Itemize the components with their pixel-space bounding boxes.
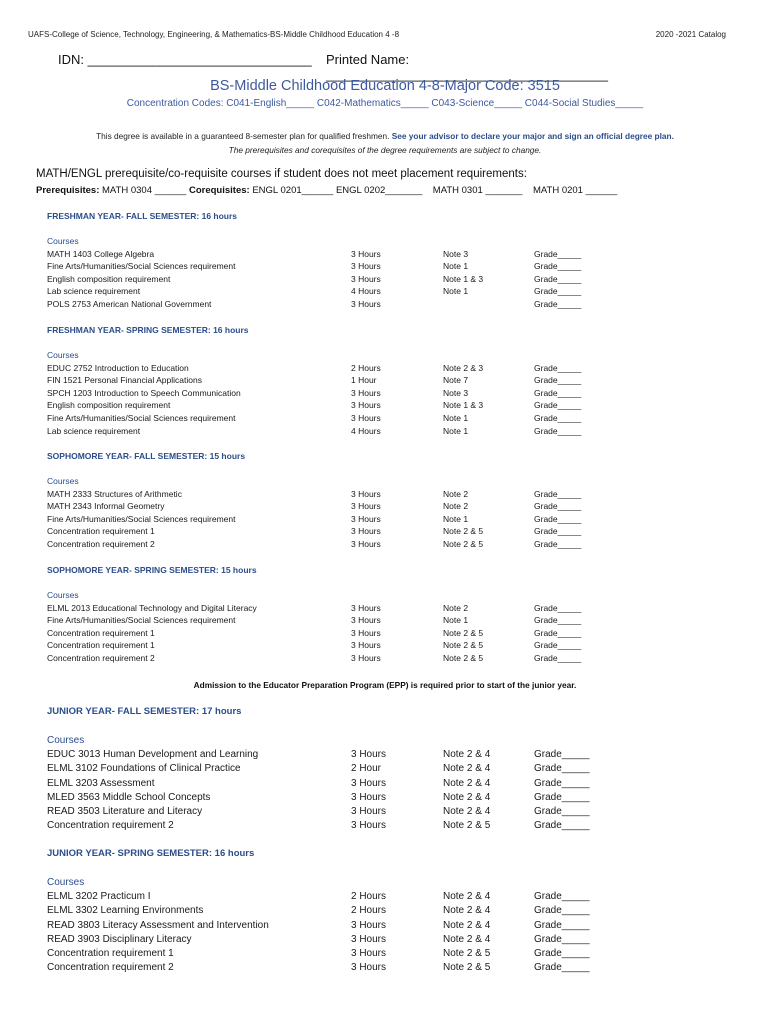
course-row — [47, 525, 727, 538]
semester-block — [47, 325, 727, 437]
courses-label: Courses — [47, 735, 85, 746]
running-header-left: UAFS-College of Science, Technology, Engineering, & Mathematics-BS-Middle Childhood Education 4 -8 — [28, 30, 400, 39]
course-row — [47, 791, 727, 805]
course-note: Note 7 — [443, 375, 469, 386]
course-hours: 4 Hours — [351, 286, 381, 297]
course-note: Note 1 — [443, 286, 469, 297]
course-hours: 3 Hours — [351, 488, 381, 499]
course-name: Fine Arts/Humanities/Social Sciences requirement — [47, 412, 236, 423]
course-name: Concentration requirement 1 — [47, 947, 174, 959]
course-row — [47, 273, 727, 286]
semester-heading: SOPHOMORE YEAR- FALL SEMESTER: 15 hours — [47, 451, 246, 461]
course-hours: 4 Hours — [351, 425, 381, 436]
course-note: Note 2 & 5 — [443, 652, 484, 663]
course-name: READ 3903 Disciplinary Literacy — [47, 933, 192, 945]
course-grade-field[interactable]: Grade_____ — [534, 273, 582, 284]
course-hours: 3 Hours — [351, 513, 381, 524]
course-grade-field[interactable]: Grade_____ — [534, 412, 582, 423]
course-grade-field[interactable]: Grade_____ — [534, 919, 590, 931]
course-note: Note 2 & 5 — [443, 962, 491, 974]
course-name: Lab science requirement — [47, 286, 141, 297]
course-name: EDUC 2752 Introduction to Education — [47, 362, 189, 373]
course-name: English composition requirement — [47, 400, 171, 411]
course-hours: 3 Hours — [351, 749, 387, 761]
course-grade-field[interactable]: Grade_____ — [534, 501, 582, 512]
course-row — [47, 500, 727, 513]
course-grade-field[interactable]: Grade_____ — [534, 488, 582, 499]
course-row — [47, 890, 727, 904]
course-row — [47, 748, 727, 762]
course-note: Note 2 & 4 — [443, 791, 491, 803]
course-note: Note 3 — [443, 248, 469, 259]
course-grade-field[interactable]: Grade_____ — [534, 791, 590, 803]
prereq-text: MATH 0304 ______ — [99, 185, 189, 196]
course-hours: 3 Hours — [351, 919, 387, 931]
course-grade-field[interactable]: Grade_____ — [534, 615, 582, 626]
course-grade-field[interactable]: Grade_____ — [534, 891, 590, 903]
course-row — [47, 627, 727, 640]
course-name: MATH 2343 Informal Geometry — [47, 501, 165, 512]
course-row — [47, 374, 727, 387]
course-grade-field[interactable]: Grade_____ — [534, 763, 590, 775]
course-hours: 3 Hours — [351, 615, 381, 626]
course-grade-field[interactable]: Grade_____ — [534, 627, 582, 638]
course-grade-field[interactable]: Grade_____ — [534, 261, 582, 272]
course-grade-field[interactable]: Grade_____ — [534, 248, 582, 259]
printed-name-field[interactable]: Printed Name: _______________________________________ — [326, 52, 608, 82]
semester-heading: FRESHMAN YEAR- SPRING SEMESTER: 16 hours — [47, 325, 249, 335]
course-note: Note 2 & 5 — [443, 947, 491, 959]
course-note: Note 2 & 5 — [443, 820, 491, 832]
course-hours: 2 Hour — [351, 763, 382, 775]
course-note: Note 1 & 3 — [443, 400, 484, 411]
course-grade-field[interactable]: Grade_____ — [534, 947, 590, 959]
courses-label: Courses — [47, 350, 79, 360]
course-grade-field[interactable]: Grade_____ — [534, 640, 582, 651]
course-note: Note 2 & 5 — [443, 538, 484, 549]
semester-block — [47, 848, 727, 975]
degree-plan-notice — [0, 131, 770, 141]
course-name: ELML 3203 Assessment — [47, 777, 155, 789]
course-grade-field[interactable]: Grade_____ — [534, 375, 582, 386]
semester-block — [47, 211, 727, 311]
course-hours: 3 Hours — [351, 602, 381, 613]
course-row — [47, 488, 727, 501]
course-row — [47, 387, 727, 400]
course-hours: 3 Hours — [351, 387, 381, 398]
semester-heading: JUNIOR YEAR- FALL SEMESTER: 17 hours — [47, 706, 242, 717]
course-grade-field[interactable]: Grade_____ — [534, 962, 590, 974]
course-name: ELML 3102 Foundations of Clinical Practice — [47, 763, 241, 775]
course-name: Concentration requirement 2 — [47, 538, 155, 549]
course-hours: 3 Hours — [351, 933, 387, 945]
course-name: Concentration requirement 1 — [47, 640, 155, 651]
semester-block — [47, 706, 727, 833]
course-name: MLED 3563 Middle School Concepts — [47, 791, 211, 803]
course-name: EDUC 3013 Human Development and Learning — [47, 749, 259, 761]
course-row — [47, 819, 727, 833]
course-note: Note 2 — [443, 501, 469, 512]
epp-notice: Admission to the Educator Preparation Program (EPP) is required prior to start of the junior year. — [193, 680, 577, 690]
course-hours: 3 Hours — [351, 791, 387, 803]
concentration-codes: Concentration Codes: C041-English_____ C042-Mathematics_____ C043-Science_____ C044-Social Studies_____ — [126, 98, 644, 109]
course-row — [47, 614, 727, 627]
course-row — [47, 639, 727, 652]
course-row — [47, 399, 727, 412]
course-note: Note 1 — [443, 425, 469, 436]
course-grade-field[interactable]: Grade_____ — [534, 538, 582, 549]
course-note: Note 3 — [443, 387, 469, 398]
course-hours: 3 Hours — [351, 777, 387, 789]
course-note: Note 2 & 3 — [443, 362, 484, 373]
course-hours: 3 Hours — [351, 947, 387, 959]
course-hours: 3 Hours — [351, 501, 381, 512]
course-name: Concentration requirement 1 — [47, 526, 155, 537]
course-row — [47, 260, 727, 273]
coreq-text: ENGL 0201______ ENGL 0202_______ MATH 0301 _______ MATH 0201 ______ — [249, 185, 618, 196]
course-name: Fine Arts/Humanities/Social Sciences requirement — [47, 615, 236, 626]
course-name: ELML 3302 Learning Environments — [47, 905, 204, 917]
course-hours: 2 Hours — [351, 362, 381, 373]
course-grade-field[interactable]: Grade_____ — [534, 286, 582, 297]
catalog-year: 2020 -2021 Catalog — [655, 30, 726, 39]
course-row — [47, 961, 727, 975]
coreq-label: Corequisites: — [188, 185, 250, 196]
course-note: Note 2 — [443, 488, 469, 499]
course-name: POLS 2753 American National Government — [47, 298, 212, 309]
course-hours: 3 Hours — [351, 805, 387, 817]
course-hours: 3 Hours — [351, 273, 381, 284]
course-hours: 3 Hours — [351, 640, 381, 651]
prereq-label: Prerequisites: — [36, 185, 100, 196]
course-name: English composition requirement — [47, 273, 171, 284]
course-hours: 2 Hours — [351, 905, 387, 917]
course-name: SPCH 1203 Introduction to Speech Communication — [47, 387, 241, 398]
course-grade-field[interactable]: Grade_____ — [534, 905, 590, 917]
course-note: Note 2 & 4 — [443, 777, 491, 789]
semester-heading: JUNIOR YEAR- SPRING SEMESTER: 16 hours — [47, 848, 255, 859]
course-name: Concentration requirement 2 — [47, 820, 174, 832]
course-name: Concentration requirement 2 — [47, 652, 155, 663]
course-hours: 3 Hours — [351, 962, 387, 974]
idn-field[interactable]: IDN: _______________________________ — [58, 52, 312, 67]
course-name: MATH 1403 College Algebra — [47, 248, 155, 259]
course-row — [47, 412, 727, 425]
course-hours: 3 Hours — [351, 820, 387, 832]
course-name: ELML 2013 Educational Technology and Digital Literacy — [47, 602, 257, 613]
course-row — [47, 652, 727, 665]
course-grade-field[interactable]: Grade_____ — [534, 652, 582, 663]
course-row — [47, 805, 727, 819]
course-grade-field[interactable]: Grade_____ — [534, 425, 582, 436]
courses-label: Courses — [47, 877, 85, 888]
course-hours: 3 Hours — [351, 261, 381, 272]
courses-label: Courses — [47, 590, 79, 600]
notice-text: This degree is available in a guaranteed 8-semester plan for qualified freshmen. — [96, 131, 390, 141]
course-grade-field[interactable]: Grade_____ — [534, 749, 590, 761]
course-grade-field[interactable]: Grade_____ — [534, 387, 582, 398]
course-note: Note 2 & 4 — [443, 933, 491, 945]
notice-advisor-text: See your advisor to declare your major and sign an official degree plan. — [391, 131, 674, 141]
course-note: Note 2 & 5 — [443, 640, 484, 651]
course-note: Note 1 — [443, 615, 469, 626]
notice-subject-to-change: The prerequisites and corequisites of the degree requirements are subject to change. — [228, 145, 542, 155]
course-name: Lab science requirement — [47, 425, 141, 436]
course-note: Note 2 & 5 — [443, 627, 484, 638]
course-note: Note 1 — [443, 513, 469, 524]
course-note: Note 2 & 4 — [443, 749, 491, 761]
course-row — [47, 513, 727, 526]
course-hours: 3 Hours — [351, 400, 381, 411]
courses-label: Courses — [47, 236, 79, 246]
course-hours: 3 Hours — [351, 627, 381, 638]
course-note: Note 2 & 4 — [443, 763, 491, 775]
course-hours: 3 Hours — [351, 248, 381, 259]
semester-block — [47, 451, 727, 551]
course-name: READ 3503 Literature and Literacy — [47, 805, 203, 817]
course-row — [47, 777, 727, 791]
course-hours: 3 Hours — [351, 652, 381, 663]
math-engl-heading: MATH/ENGL prerequisite/co-requisite courses if student does not meet placement requirements: — [36, 168, 527, 180]
course-hours: 2 Hours — [351, 891, 387, 903]
course-note: Note 1 — [443, 261, 469, 272]
course-name: READ 3803 Literacy Assessment and Intervention — [47, 919, 269, 931]
course-grade-field[interactable]: Grade_____ — [534, 513, 582, 524]
course-hours: 3 Hours — [351, 298, 381, 309]
course-row — [47, 762, 727, 776]
course-name: ELML 3202 Practicum I — [47, 891, 151, 903]
course-row — [47, 425, 727, 438]
semester-heading: FRESHMAN YEAR- FALL SEMESTER: 16 hours — [47, 211, 238, 221]
course-note: Note 2 & 4 — [443, 919, 491, 931]
course-hours: 3 Hours — [351, 538, 381, 549]
course-note: Note 2 & 4 — [443, 805, 491, 817]
course-grade-field[interactable]: Grade_____ — [534, 820, 590, 832]
course-grade-field[interactable]: Grade_____ — [534, 400, 582, 411]
course-row — [47, 538, 727, 551]
course-note: Note 1 & 3 — [443, 273, 484, 284]
course-name: Fine Arts/Humanities/Social Sciences requirement — [47, 513, 236, 524]
course-row — [47, 933, 727, 947]
course-name: Fine Arts/Humanities/Social Sciences requirement — [47, 261, 236, 272]
course-row — [47, 285, 727, 298]
semester-block — [47, 565, 727, 665]
courses-label: Courses — [47, 476, 79, 486]
semester-heading: SOPHOMORE YEAR- SPRING SEMESTER: 15 hours — [47, 565, 257, 575]
course-note: Note 2 — [443, 602, 469, 613]
course-note: Note 2 & 5 — [443, 526, 484, 537]
course-grade-field[interactable]: Grade_____ — [534, 526, 582, 537]
course-grade-field[interactable]: Grade_____ — [534, 362, 582, 373]
prerequisites-line — [36, 185, 617, 196]
course-grade-field[interactable]: Grade_____ — [534, 777, 590, 789]
course-row — [47, 248, 727, 261]
course-row — [47, 362, 727, 375]
course-name: FIN 1521 Personal Financial Applications — [47, 375, 202, 386]
course-hours: 1 Hour — [351, 375, 377, 386]
course-note: Note 1 — [443, 412, 469, 423]
course-row — [47, 904, 727, 918]
course-grade-field[interactable]: Grade_____ — [534, 602, 582, 613]
course-row — [47, 919, 727, 933]
course-name: Concentration requirement 2 — [47, 962, 174, 974]
course-grade-field[interactable]: Grade_____ — [534, 298, 582, 309]
course-row — [47, 298, 727, 311]
course-note: Note 2 & 4 — [443, 905, 491, 917]
page-title: BS-Middle Childhood Education 4-8-Major Code: 3515 — [210, 78, 560, 94]
course-hours: 3 Hours — [351, 526, 381, 537]
course-grade-field[interactable]: Grade_____ — [534, 805, 590, 817]
course-note: Note 2 & 4 — [443, 891, 491, 903]
course-name: MATH 2333 Structures of Arithmetic — [47, 488, 182, 499]
course-row — [47, 602, 727, 615]
course-name: Concentration requirement 1 — [47, 627, 155, 638]
course-hours: 3 Hours — [351, 412, 381, 423]
course-row — [47, 947, 727, 961]
course-grade-field[interactable]: Grade_____ — [534, 933, 590, 945]
